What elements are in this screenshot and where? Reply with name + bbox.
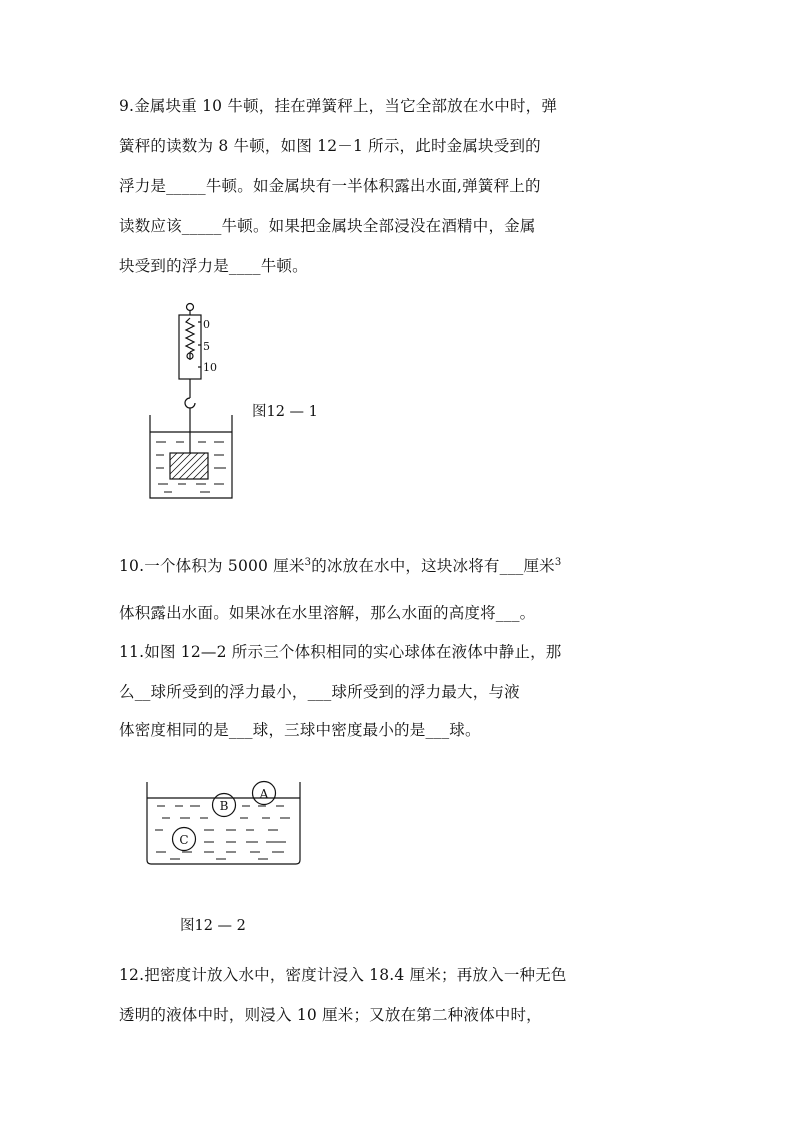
ball-c-label: C — [179, 833, 189, 847]
ball-a-label: A — [259, 787, 269, 801]
figure-12-1-caption: 图12 — 1 — [252, 404, 318, 420]
scale-tick-10: 10 — [203, 361, 217, 374]
q9-line-1: 9.金属块重 10 牛顿，挂在弹簧秤上，当它全部放在水中时，弹 — [119, 97, 558, 115]
q10-sup-1: 3 — [304, 557, 312, 568]
q11-line-1: 11.如图 12—2 所示三个体积相同的实心球体在液体中静止，那 — [119, 643, 562, 661]
q9-line-2: 簧秤的读数为 8 牛顿，如图 12－1 所示，此时金属块受到的 — [119, 137, 541, 155]
q10-line-1-part-b: 的冰放在水中，这块冰将有___厘米 — [311, 557, 555, 576]
ball-b-label: B — [219, 799, 229, 813]
q11-line-3: 体密度相同的是___球，三球中密度最小的是___球。 — [119, 721, 481, 739]
q12-line-1: 12.把密度计放入水中，密度计浸入 18.4 厘米；再放入一种无色 — [119, 966, 567, 984]
q11-line-2: 么__球所受到的浮力最小，___球所受到的浮力最大，与液 — [119, 683, 520, 701]
q10-line-2: 体积露出水面。如果冰在水里溶解，那么水面的高度将___。 — [119, 604, 536, 622]
q9-line-4: 读数应该_____牛顿。如果把金属块全部浸没在酒精中，金属 — [119, 217, 536, 235]
scale-tick-0: 0 — [203, 318, 210, 331]
scale-tick-5: 5 — [203, 340, 210, 353]
q9-line-3: 浮力是_____牛顿。如金属块有一半体积露出水面,弹簧秤上的 — [119, 177, 541, 195]
figure-12-2-caption: 图12 — 2 — [180, 918, 246, 934]
q12-line-2: 透明的液体中时，则浸入 10 厘米；又放在第二种液体中时， — [119, 1006, 542, 1024]
q10-line-1-part-a: 10.一个体积为 5000 厘米 — [119, 557, 305, 576]
q10-sup-2: 3 — [554, 557, 562, 568]
q9-line-5: 块受到的浮力是____牛顿。 — [119, 257, 308, 275]
